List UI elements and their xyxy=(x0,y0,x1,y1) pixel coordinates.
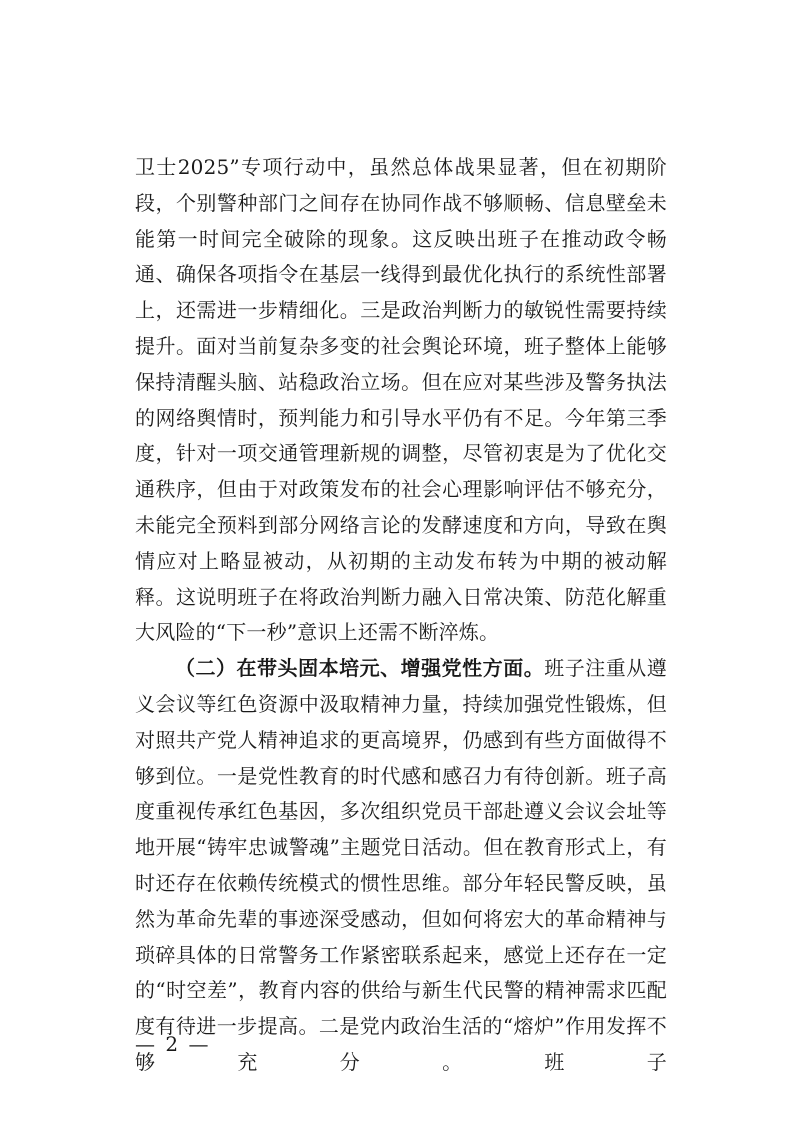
body-text xyxy=(135,150,667,1081)
paragraph-2 xyxy=(135,651,667,1081)
section-heading-2: （二）在带头固本培元、增强党性方面。 xyxy=(175,656,545,681)
paragraph-1: 卫士2025”专项行动中，虽然总体战果显著，但在初期阶段，个别警种部门之间存在协同作战不够顺畅、信息壁垒未能第一时间完全破除的现象。这反映出班子在推动政令畅通、确保各项指令在基层一线得到最优化执行的系统性部署上，还需进一步精细化。三是政治判断力的敏锐性需要持续提升。面对当前复杂多变的社会舆论环境，班子整体上能够保持清醒头脑、站稳政治立场。但在应对某些涉及警务执法的网络舆情时，预判能力和引导水平仍有不足。今年第三季度，针对一项交通管理新规的调整，尽管初衷是为了优化交通秩序，但由于对政策发布的社会心理影响评估不够充分，未能完全预料到部分网络言论的发酵速度和方向，导致在舆情应对上略显被动，从初期的主动发布转为中期的被动解释。这说明班子在将政治判断力融入日常决策、防范化解重大风险的“下一秒”意识上还需不断淬炼。 xyxy=(135,155,667,645)
paragraph-2-body: 班子注重从遵义会议等红色资源中汲取精神力量，持续加强党性锻炼，但对照共产党人精神追求的更高境界，仍感到有些方面做得不够到位。一是党性教育的时代感和感召力有待创新。班子高度重视传承红色基因，多次组织党员干部赴遵义会议会址等地开展“铸牢忠诚警魂”主题党日活动。但在教育形式上，有时还存在依赖传统模式的惯性思维。部分年轻民警反映，虽然为革命先辈的事迹深受感动，但如何将宏大的革命精神与琐碎具体的日常警务工作紧密联系起来，感觉上还存在一定的“时空差”，教育内容的供给与新生代民警的精神需求匹配度有待进一步提高。二是党内政治生活的“熔炉”作用发挥不够充分。班子 xyxy=(135,656,667,1074)
page-number: — 2 — xyxy=(135,1032,211,1056)
